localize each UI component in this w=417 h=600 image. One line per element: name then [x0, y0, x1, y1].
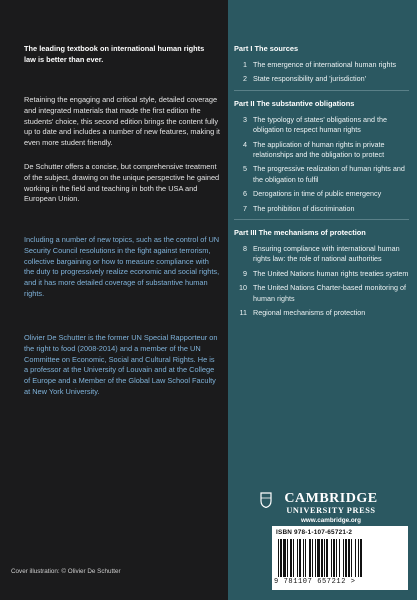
chapter-title: The progressive realization of human rights and the obligation to fulfil [253, 164, 405, 184]
publisher-url: www.cambridge.org [301, 517, 361, 524]
chapter-title: Regional mechanisms of protection [253, 308, 366, 318]
chapter-number: 10 [239, 283, 247, 293]
chapter-entry [234, 74, 409, 84]
divider [234, 90, 409, 91]
chapter-list [234, 244, 409, 318]
table-of-contents [234, 44, 409, 323]
chapter-entry [234, 189, 409, 199]
chapter-entry [234, 269, 409, 279]
author-bio-paragraph: Olivier De Schutter is the former UN Special Rapporteur on the right to food (2008-2014) and a member of the UN Committee on Economic, Social and Cultural Rights. He is a professor at the University of Louvain and at the College of Europe and a Member of the Global Law School Faculty at New York University. [24, 333, 218, 396]
barcode-digits: 9 781107 657212 > [274, 578, 356, 586]
chapter-number: 11 [239, 308, 247, 318]
chapter-list [234, 115, 409, 214]
publisher-logo [276, 492, 386, 526]
chapter-title: The application of human rights in private relationships and the obligation to protect [253, 139, 385, 160]
chapter-title: The United Nations human rights treaties system [253, 268, 409, 278]
chapter-number: 1 [243, 60, 247, 69]
chapter-number: 3 [243, 114, 247, 124]
chapter-entry [234, 283, 409, 304]
chapter-entry [234, 140, 409, 161]
publisher-subtitle: UNIVERSITY PRESS [286, 506, 376, 515]
chapter-title: The prohibition of discrimination [253, 203, 355, 213]
barcode-icon [276, 539, 404, 577]
isbn-label: ISBN 978-1-107-65721-2 [276, 529, 353, 536]
chapter-number: 5 [243, 164, 247, 174]
chapter-number: 9 [243, 268, 247, 278]
chapter-entry [234, 308, 409, 318]
chapter-number: 2 [243, 74, 247, 84]
publisher-name: CAMBRIDGE [284, 491, 378, 506]
chapter-entry [234, 244, 409, 265]
chapter-title: The typology of states' obligations and the obligation to respect human rights [253, 114, 388, 135]
cover-credit: Cover illustration: © Olivier De Schutter [11, 568, 121, 575]
new-topics-paragraph: Including a number of new topics, such as the control of UN Security Council resolutions in the fight against terrorism, collective bargaining or how to measure compliance with the duty to progressively realize economic and social rights, and it has more detailed coverage of substantive human rights. [24, 235, 220, 298]
chapter-title: State responsibility and 'jurisdiction' [253, 74, 367, 84]
divider [234, 219, 409, 220]
lead-statement: The leading textbook on international human rights law is better than ever. [24, 44, 205, 64]
part-title: Part I The sources [234, 44, 299, 53]
chapter-number: 4 [243, 139, 247, 149]
part-title: Part II The substantive obligations [234, 98, 355, 108]
chapter-title: The United Nations Charter-based monitoring of human rights [253, 283, 407, 303]
chapter-list [234, 60, 409, 85]
barcode-block [272, 526, 408, 590]
description-paragraph-2: De Schutter offers a concise, but comprehensive treatment of the subject, drawing on the unique perspective he gained working in the field and teaching in both the USA and European Union. [24, 162, 220, 204]
chapter-title: Derogations in time of public emergency [253, 189, 382, 199]
chapter-title: Ensuring compliance with international human rights law: the role of national authorities [253, 244, 400, 264]
description-paragraph-1: Retaining the engaging and critical style, detailed coverage and integrated materials that made the first edition the students' choice, this second edition brings the content fully up to date and includes a number of new features, making it even more student friendly. [24, 95, 220, 148]
part-title: Part III The mechanisms of protection [234, 228, 366, 238]
chapter-entry [234, 164, 409, 185]
chapter-title: The emergence of international human rights [253, 60, 397, 69]
chapter-number: 7 [243, 203, 247, 213]
chapter-number: 8 [243, 244, 247, 254]
chapter-entry [234, 115, 409, 136]
chapter-number: 6 [243, 189, 247, 199]
chapter-entry [234, 204, 409, 214]
cambridge-shield-icon [260, 492, 272, 508]
chapter-entry [234, 60, 409, 70]
